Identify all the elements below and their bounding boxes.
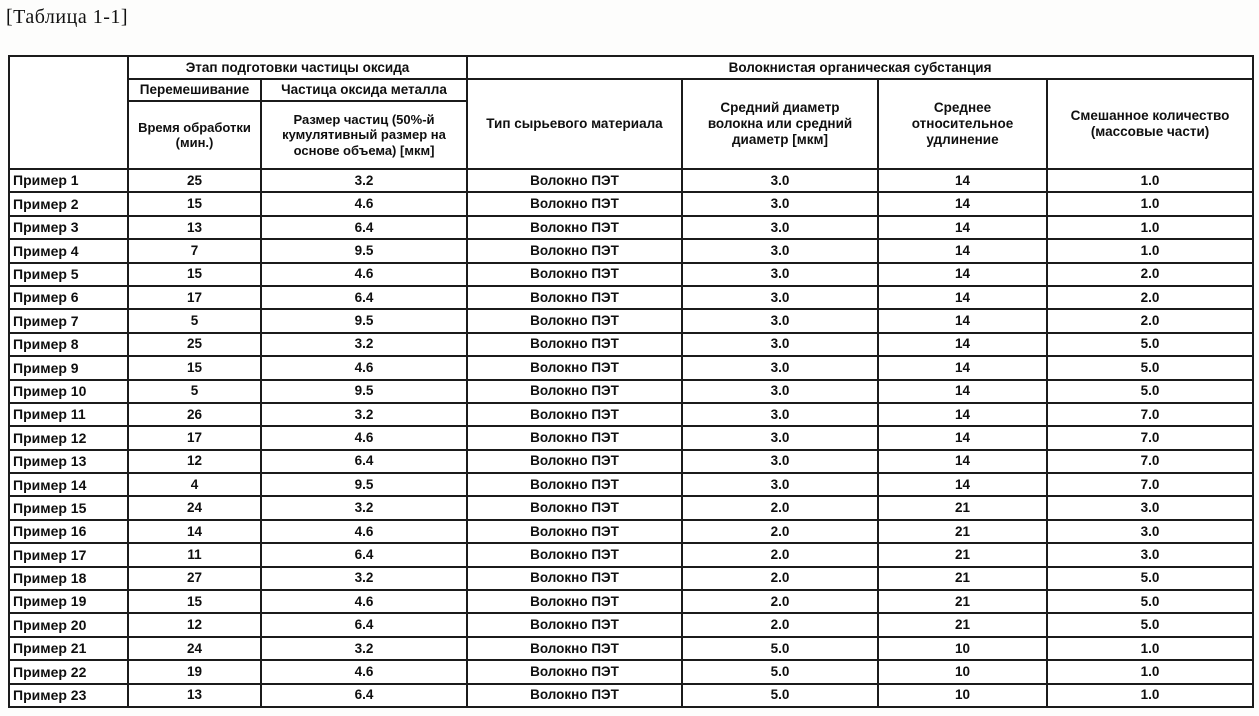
avg-diameter-cell: 5.0 <box>682 684 878 707</box>
mixed-amount-cell: 5.0 <box>1047 356 1253 379</box>
header-material-type: Тип сырьевого материала <box>467 79 682 169</box>
table-row <box>9 543 1253 566</box>
avg-diameter-cell: 3.0 <box>682 309 878 332</box>
row-label-cell: Пример 17 <box>9 543 128 566</box>
mixed-amount-cell: 1.0 <box>1047 637 1253 660</box>
row-label-cell: Пример 22 <box>9 660 128 683</box>
treatment-time-cell: 25 <box>128 169 261 192</box>
particle-size-cell: 4.6 <box>261 192 467 215</box>
material-type-cell: Волокно ПЭТ <box>467 590 682 613</box>
material-type-cell: Волокно ПЭТ <box>467 567 682 590</box>
elongation-cell: 21 <box>878 520 1047 543</box>
treatment-time-cell: 5 <box>128 309 261 332</box>
avg-diameter-cell: 3.0 <box>682 192 878 215</box>
material-type-cell: Волокно ПЭТ <box>467 613 682 636</box>
table-row <box>9 239 1253 262</box>
particle-size-cell: 6.4 <box>261 216 467 239</box>
material-type-cell: Волокно ПЭТ <box>467 356 682 379</box>
header-particle-size: Размер частиц (50%-й кумулятивный размер на основе объема) [мкм] <box>261 101 467 169</box>
table-row <box>9 169 1253 192</box>
particle-size-cell: 3.2 <box>261 333 467 356</box>
particle-size-cell: 9.5 <box>261 380 467 403</box>
row-label-cell: Пример 2 <box>9 192 128 215</box>
particle-size-cell: 3.2 <box>261 169 467 192</box>
treatment-time-cell: 17 <box>128 426 261 449</box>
material-type-cell: Волокно ПЭТ <box>467 216 682 239</box>
elongation-cell: 14 <box>878 192 1047 215</box>
avg-diameter-cell: 3.0 <box>682 403 878 426</box>
treatment-time-cell: 13 <box>128 216 261 239</box>
table-row <box>9 520 1253 543</box>
avg-diameter-cell: 2.0 <box>682 590 878 613</box>
material-type-cell: Волокно ПЭТ <box>467 239 682 262</box>
elongation-cell: 14 <box>878 216 1047 239</box>
material-type-cell: Волокно ПЭТ <box>467 309 682 332</box>
row-label-cell: Пример 9 <box>9 356 128 379</box>
treatment-time-cell: 11 <box>128 543 261 566</box>
material-type-cell: Волокно ПЭТ <box>467 684 682 707</box>
mixed-amount-cell: 1.0 <box>1047 660 1253 683</box>
table-row <box>9 450 1253 473</box>
particle-size-cell: 3.2 <box>261 637 467 660</box>
row-label-cell: Пример 13 <box>9 450 128 473</box>
header-sub-row <box>9 79 1253 101</box>
elongation-cell: 14 <box>878 426 1047 449</box>
header-mixing: Перемешивание <box>128 79 261 101</box>
elongation-cell: 21 <box>878 496 1047 519</box>
material-type-cell: Волокно ПЭТ <box>467 426 682 449</box>
corner-cell <box>9 56 128 169</box>
elongation-cell: 10 <box>878 637 1047 660</box>
table-caption: [Таблица 1-1] <box>6 6 129 28</box>
mixed-amount-cell: 2.0 <box>1047 263 1253 286</box>
row-label-cell: Пример 19 <box>9 590 128 613</box>
material-type-cell: Волокно ПЭТ <box>467 520 682 543</box>
treatment-time-cell: 12 <box>128 450 261 473</box>
mixed-amount-cell: 2.0 <box>1047 286 1253 309</box>
row-label-cell: Пример 12 <box>9 426 128 449</box>
table-row <box>9 637 1253 660</box>
header-fibrous-substance-group: Волокнистая органическая субстанция <box>467 56 1253 79</box>
particle-size-cell: 3.2 <box>261 496 467 519</box>
table-row <box>9 684 1253 707</box>
particle-size-cell: 9.5 <box>261 473 467 496</box>
avg-diameter-cell: 3.0 <box>682 473 878 496</box>
treatment-time-cell: 13 <box>128 684 261 707</box>
material-type-cell: Волокно ПЭТ <box>467 473 682 496</box>
treatment-time-cell: 15 <box>128 356 261 379</box>
row-label-cell: Пример 21 <box>9 637 128 660</box>
mixed-amount-cell: 5.0 <box>1047 613 1253 636</box>
table-row <box>9 613 1253 636</box>
mixed-amount-cell: 5.0 <box>1047 567 1253 590</box>
avg-diameter-cell: 3.0 <box>682 286 878 309</box>
elongation-cell: 14 <box>878 333 1047 356</box>
treatment-time-cell: 4 <box>128 473 261 496</box>
table-row <box>9 660 1253 683</box>
row-label-cell: Пример 7 <box>9 309 128 332</box>
avg-diameter-cell: 2.0 <box>682 613 878 636</box>
elongation-cell: 21 <box>878 590 1047 613</box>
header-metal-oxide-particle: Частица оксида металла <box>261 79 467 101</box>
examples-table <box>8 55 1254 708</box>
table-row <box>9 216 1253 239</box>
elongation-cell: 14 <box>878 473 1047 496</box>
treatment-time-cell: 25 <box>128 333 261 356</box>
particle-size-cell: 3.2 <box>261 403 467 426</box>
particle-size-cell: 4.6 <box>261 660 467 683</box>
row-label-cell: Пример 10 <box>9 380 128 403</box>
particle-size-cell: 6.4 <box>261 286 467 309</box>
elongation-cell: 14 <box>878 263 1047 286</box>
treatment-time-cell: 12 <box>128 613 261 636</box>
material-type-cell: Волокно ПЭТ <box>467 169 682 192</box>
table-row <box>9 286 1253 309</box>
header-elongation: Среднее относительное удлинение <box>878 79 1047 169</box>
table-row <box>9 356 1253 379</box>
material-type-cell: Волокно ПЭТ <box>467 403 682 426</box>
table-header <box>9 56 1253 169</box>
particle-size-cell: 9.5 <box>261 309 467 332</box>
treatment-time-cell: 27 <box>128 567 261 590</box>
row-label-cell: Пример 15 <box>9 496 128 519</box>
avg-diameter-cell: 3.0 <box>682 356 878 379</box>
table-row <box>9 403 1253 426</box>
table-row <box>9 590 1253 613</box>
material-type-cell: Волокно ПЭТ <box>467 192 682 215</box>
mixed-amount-cell: 7.0 <box>1047 450 1253 473</box>
material-type-cell: Волокно ПЭТ <box>467 543 682 566</box>
elongation-cell: 14 <box>878 380 1047 403</box>
particle-size-cell: 4.6 <box>261 263 467 286</box>
elongation-cell: 14 <box>878 286 1047 309</box>
material-type-cell: Волокно ПЭТ <box>467 286 682 309</box>
elongation-cell: 14 <box>878 403 1047 426</box>
particle-size-cell: 6.4 <box>261 450 467 473</box>
mixed-amount-cell: 5.0 <box>1047 590 1253 613</box>
particle-size-cell: 4.6 <box>261 426 467 449</box>
treatment-time-cell: 15 <box>128 263 261 286</box>
table-row <box>9 263 1253 286</box>
elongation-cell: 14 <box>878 239 1047 262</box>
table-row <box>9 473 1253 496</box>
row-label-cell: Пример 23 <box>9 684 128 707</box>
mixed-amount-cell: 2.0 <box>1047 309 1253 332</box>
mixed-amount-cell: 1.0 <box>1047 239 1253 262</box>
elongation-cell: 21 <box>878 543 1047 566</box>
avg-diameter-cell: 5.0 <box>682 660 878 683</box>
row-label-cell: Пример 3 <box>9 216 128 239</box>
mixed-amount-cell: 7.0 <box>1047 473 1253 496</box>
elongation-cell: 14 <box>878 309 1047 332</box>
treatment-time-cell: 17 <box>128 286 261 309</box>
avg-diameter-cell: 5.0 <box>682 637 878 660</box>
mixed-amount-cell: 3.0 <box>1047 543 1253 566</box>
material-type-cell: Волокно ПЭТ <box>467 637 682 660</box>
treatment-time-cell: 5 <box>128 380 261 403</box>
material-type-cell: Волокно ПЭТ <box>467 450 682 473</box>
elongation-cell: 14 <box>878 169 1047 192</box>
material-type-cell: Волокно ПЭТ <box>467 380 682 403</box>
mixed-amount-cell: 1.0 <box>1047 169 1253 192</box>
table-row <box>9 496 1253 519</box>
mixed-amount-cell: 5.0 <box>1047 380 1253 403</box>
table-row <box>9 426 1253 449</box>
mixed-amount-cell: 5.0 <box>1047 333 1253 356</box>
treatment-time-cell: 7 <box>128 239 261 262</box>
particle-size-cell: 4.6 <box>261 590 467 613</box>
mixed-amount-cell: 3.0 <box>1047 520 1253 543</box>
row-label-cell: Пример 4 <box>9 239 128 262</box>
row-label-cell: Пример 6 <box>9 286 128 309</box>
table-row <box>9 333 1253 356</box>
mixed-amount-cell: 7.0 <box>1047 426 1253 449</box>
row-label-cell: Пример 5 <box>9 263 128 286</box>
material-type-cell: Волокно ПЭТ <box>467 496 682 519</box>
avg-diameter-cell: 3.0 <box>682 426 878 449</box>
row-label-cell: Пример 14 <box>9 473 128 496</box>
particle-size-cell: 3.2 <box>261 567 467 590</box>
particle-size-cell: 4.6 <box>261 356 467 379</box>
header-treatment-time: Время обработки (мин.) <box>128 101 261 169</box>
avg-diameter-cell: 3.0 <box>682 333 878 356</box>
treatment-time-cell: 24 <box>128 637 261 660</box>
row-label-cell: Пример 1 <box>9 169 128 192</box>
elongation-cell: 10 <box>878 684 1047 707</box>
table-row <box>9 192 1253 215</box>
row-label-cell: Пример 8 <box>9 333 128 356</box>
elongation-cell: 21 <box>878 613 1047 636</box>
avg-diameter-cell: 2.0 <box>682 496 878 519</box>
particle-size-cell: 6.4 <box>261 613 467 636</box>
header-group-row <box>9 56 1253 79</box>
elongation-cell: 21 <box>878 567 1047 590</box>
avg-diameter-cell: 2.0 <box>682 543 878 566</box>
table-body <box>9 169 1253 707</box>
treatment-time-cell: 24 <box>128 496 261 519</box>
particle-size-cell: 4.6 <box>261 520 467 543</box>
material-type-cell: Волокно ПЭТ <box>467 263 682 286</box>
avg-diameter-cell: 3.0 <box>682 263 878 286</box>
mixed-amount-cell: 7.0 <box>1047 403 1253 426</box>
particle-size-cell: 6.4 <box>261 543 467 566</box>
treatment-time-cell: 26 <box>128 403 261 426</box>
particle-size-cell: 9.5 <box>261 239 467 262</box>
table-row <box>9 380 1253 403</box>
row-label-cell: Пример 11 <box>9 403 128 426</box>
material-type-cell: Волокно ПЭТ <box>467 660 682 683</box>
avg-diameter-cell: 3.0 <box>682 239 878 262</box>
avg-diameter-cell: 2.0 <box>682 520 878 543</box>
avg-diameter-cell: 3.0 <box>682 216 878 239</box>
particle-size-cell: 6.4 <box>261 684 467 707</box>
treatment-time-cell: 15 <box>128 192 261 215</box>
elongation-cell: 14 <box>878 356 1047 379</box>
elongation-cell: 10 <box>878 660 1047 683</box>
treatment-time-cell: 14 <box>128 520 261 543</box>
row-label-cell: Пример 16 <box>9 520 128 543</box>
avg-diameter-cell: 2.0 <box>682 567 878 590</box>
elongation-cell: 14 <box>878 450 1047 473</box>
treatment-time-cell: 15 <box>128 590 261 613</box>
header-mixed-amount: Смешанное количество (массовые части) <box>1047 79 1253 169</box>
avg-diameter-cell: 3.0 <box>682 450 878 473</box>
row-label-cell: Пример 20 <box>9 613 128 636</box>
header-oxide-step-group: Этап подготовки частицы оксида <box>128 56 467 79</box>
material-type-cell: Волокно ПЭТ <box>467 333 682 356</box>
mixed-amount-cell: 1.0 <box>1047 216 1253 239</box>
mixed-amount-cell: 1.0 <box>1047 192 1253 215</box>
mixed-amount-cell: 3.0 <box>1047 496 1253 519</box>
avg-diameter-cell: 3.0 <box>682 380 878 403</box>
mixed-amount-cell: 1.0 <box>1047 684 1253 707</box>
table-row <box>9 567 1253 590</box>
row-label-cell: Пример 18 <box>9 567 128 590</box>
avg-diameter-cell: 3.0 <box>682 169 878 192</box>
table-row <box>9 309 1253 332</box>
treatment-time-cell: 19 <box>128 660 261 683</box>
header-avg-diameter: Средний диаметр волокна или средний диаметр [мкм] <box>682 79 878 169</box>
